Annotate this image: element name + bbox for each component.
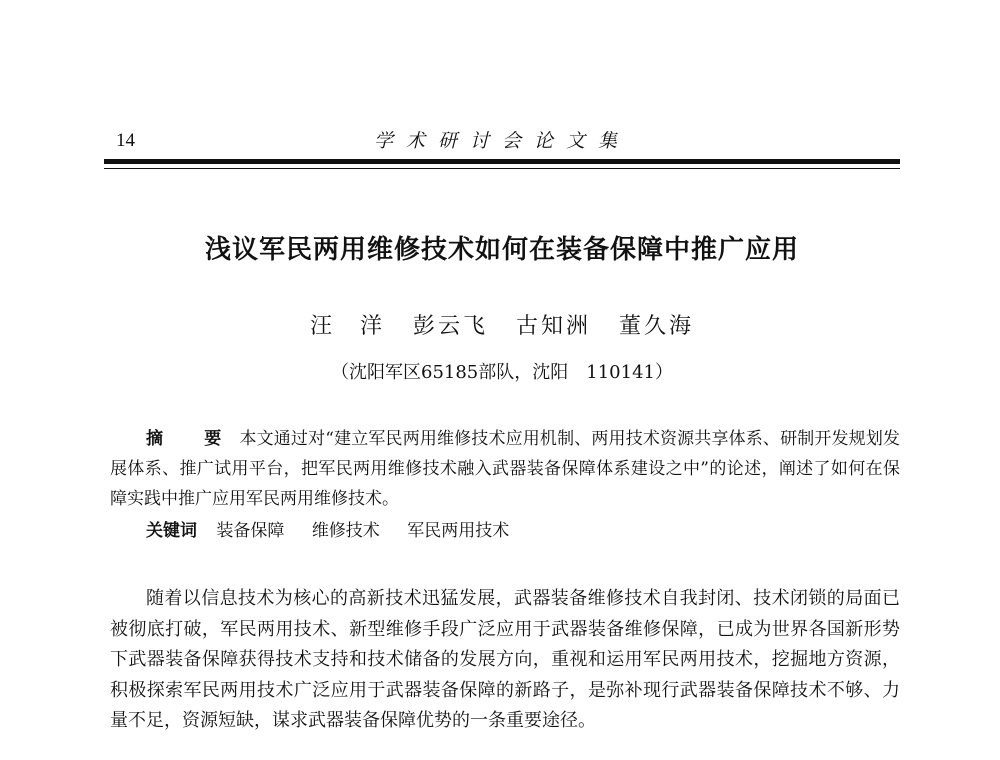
author-name: 彭云飞 — [412, 314, 488, 339]
abstract — [110, 424, 900, 514]
author-name: 董久海 — [619, 314, 695, 339]
keyword: 维修技术 — [311, 521, 380, 541]
keyword: 装备保障 — [216, 521, 285, 541]
abstract-text: 本文通过对“建立军民两用维修技术应用机制、两用技术资源共享体系、研制开发规划发展体系、推广试用平台，把军民两用维修技术融入武器装备保障体系建设之中”的论述，阐述了如何在保障实践中推广应用军民两用维修技术。 — [110, 429, 900, 509]
author-list — [104, 312, 900, 342]
author-affiliation: （沈阳军区65185部队，沈阳 110141） — [331, 362, 673, 383]
author-name: 古知洲 — [516, 314, 592, 339]
running-header — [104, 128, 900, 154]
keywords-label: 关键词 — [146, 521, 197, 541]
header-rule-thick — [104, 159, 900, 164]
author-name: 汪 洋 — [309, 314, 385, 339]
journal-title: 学术研讨会论文集 — [373, 130, 630, 152]
keywords — [146, 516, 900, 546]
abstract-label: 摘 要 — [146, 429, 234, 449]
page-number: 14 — [116, 130, 135, 151]
keyword: 军民两用技术 — [407, 521, 510, 541]
header-rule-thin — [104, 168, 900, 169]
article-title: 浅议军民两用维修技术如何在装备保障中推广应用 — [204, 235, 799, 265]
body-paragraph: 随着以信息技术为核心的高新技术迅猛发展，武器装备维修技术自我封闭、技术闭锁的局面已被彻底打破，军民两用技术、新型维修手段广泛应用于武器装备维修保障，已成为世界各国新形势下武器装备保障获得技术支持和技术储备的发展方向，重视和运用军民两用技术，挖掘地方资源，积极探索军民两用技术广泛应用于武器装备保障的新路子，是弥补现行武器装备保障技术不够、力量不足，资源短缺，谋求武器装备保障优势的一条重要途径。 — [110, 588, 900, 731]
